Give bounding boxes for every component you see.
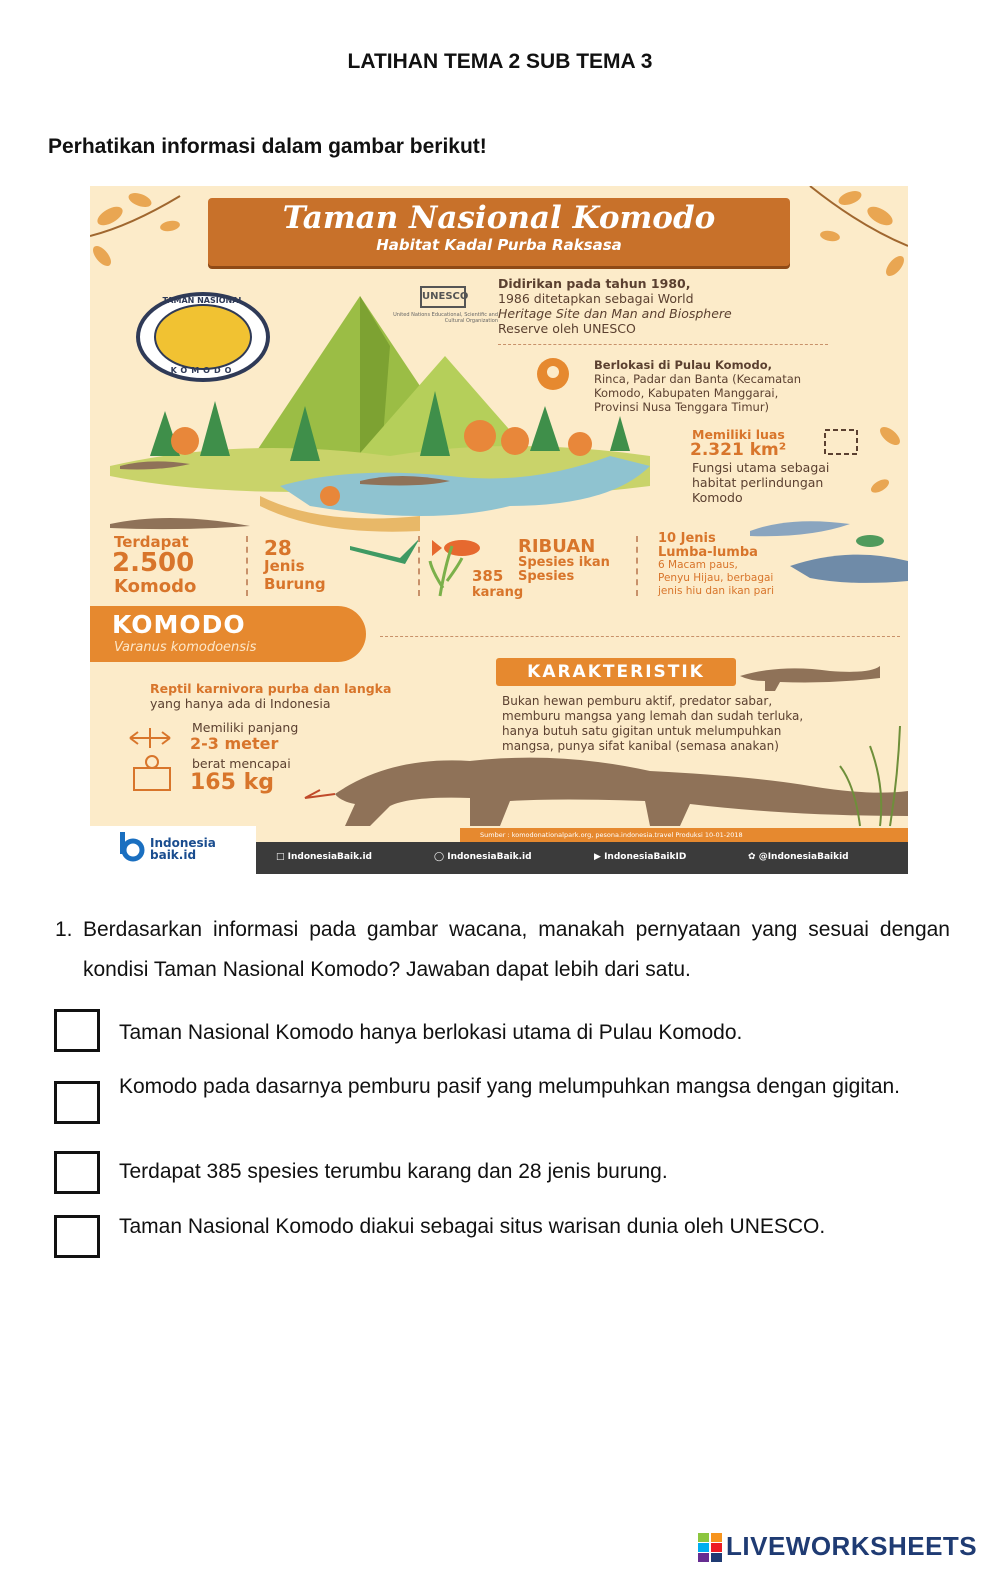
- brand-line-1: Indonesia: [150, 836, 216, 850]
- characteristics-line-4: mangsa, punya sifat kanibal (semasa anakan): [502, 739, 779, 753]
- option-2-text: Komodo pada dasarnya pemburu pasif yang melumpuhkan mangsa dengan gigitan.: [119, 1075, 901, 1098]
- stat-dolphin-line-3: jenis hiu dan ikan pari: [658, 585, 774, 597]
- unesco-caption: United Nations Educational, Scientific and Cultural Organization: [393, 312, 498, 324]
- stat-coral-label-1: Spesies: [518, 569, 575, 584]
- stat-komodo-value: 2.500: [112, 548, 195, 578]
- divider-komodo: [380, 636, 900, 637]
- source-text: Sumber : komodonationalpark.org, pesona.indonesia.travel Produksi 10-01-2018: [480, 831, 743, 839]
- brand-line-2: baik.id: [150, 848, 197, 862]
- instruction-text: Perhatikan informasi dalam gambar berikut!: [48, 135, 487, 158]
- social-youtube-label: IndonesiaBaikID: [604, 852, 687, 862]
- founded-line-4: Reserve oleh UNESCO: [498, 321, 636, 336]
- stat-dolphin-value: 10 Jenis: [658, 531, 716, 546]
- komodo-section-title: KOMODO: [112, 610, 246, 639]
- infographic-subtitle: Habitat Kadal Purba Raksasa: [376, 236, 622, 254]
- area-line-3: Komodo: [692, 490, 743, 505]
- characteristics-line-1: Bukan hewan pemburu aktif, predator sabar,: [502, 694, 773, 708]
- area-line-2: habitat perlindungan: [692, 475, 824, 490]
- location-line-3: Komodo, Kabupaten Manggarai,: [594, 386, 779, 400]
- brand-text: [150, 837, 216, 861]
- social-facebook-label: IndonesiaBaik.id: [287, 852, 372, 862]
- location-line-4: Provinsi Nusa Tenggara Timur): [594, 400, 770, 414]
- komodo-length-value: 2-3 meter: [190, 734, 279, 753]
- area-label: Memiliki luas: [692, 427, 785, 442]
- liveworksheets-brand: LIVEWORKSHEETS: [726, 1531, 978, 1561]
- divider-stat-3: [636, 536, 638, 596]
- park-seal-emblem: [154, 304, 252, 370]
- stat-komodo-unit: Komodo: [114, 576, 197, 597]
- seal-top-text: TAMAN NASIONAL: [162, 296, 244, 305]
- social-instagram-label: IndonesiaBaik.id: [447, 852, 532, 862]
- option-1-text: Taman Nasional Komodo hanya berlokasi utama di Pulau Komodo.: [119, 1021, 743, 1044]
- stat-fish-value: RIBUAN: [518, 536, 596, 557]
- stat-bird-label-2: Burung: [264, 575, 326, 593]
- komodo-weight-label: berat mencapai: [192, 756, 291, 771]
- founded-line-1: Didirikan pada tahun 1980,: [498, 276, 691, 291]
- stat-fish-label: Spesies ikan: [518, 555, 610, 570]
- option-4-checkbox[interactable]: [54, 1215, 100, 1258]
- social-twitter: ✿ @IndonesiaBaikid: [748, 852, 849, 862]
- social-facebook: □ IndonesiaBaik.id: [276, 852, 372, 862]
- divider-stat-2: [418, 536, 420, 596]
- stat-dolphin-line-1: 6 Macam paus,: [658, 559, 738, 571]
- question-number: 1.: [55, 918, 73, 941]
- area-value: 2.321 km²: [690, 440, 787, 460]
- liveworksheets-logo-icon: [698, 1533, 724, 1563]
- founded-line-3: Heritage Site dan Man and Biosphere: [498, 306, 732, 321]
- divider-stat-1: [246, 536, 248, 596]
- stat-dolphin-label: Lumba-lumba: [658, 545, 758, 560]
- stat-coral-value: 385: [472, 567, 504, 585]
- stat-coral-label-2: karang: [472, 585, 524, 600]
- komodo-length-label: Memiliki panjang: [192, 720, 299, 735]
- komodo-scientific-name: Varanus komodoensis: [114, 640, 257, 655]
- infographic-title: Taman Nasional Komodo: [282, 200, 716, 236]
- divider-founded: [498, 344, 828, 345]
- seal-bottom-text: KOMODO: [170, 366, 236, 375]
- stat-dolphin-line-2: Penyu Hijau, berbagai: [658, 572, 774, 584]
- location-line-2: Rinca, Padar dan Banta (Kecamatan: [594, 372, 802, 386]
- characteristics-line-2: memburu mangsa yang lemah dan sudah terluka,: [502, 709, 804, 723]
- option-4-text: Taman Nasional Komodo diakui sebagai situs warisan dunia oleh UNESCO.: [119, 1215, 826, 1238]
- characteristics-line-3: hanya butuh satu gigitan untuk melumpuhkan: [502, 724, 782, 738]
- option-3-text: Terdapat 385 spesies terumbu karang dan 28 jenis burung.: [119, 1160, 668, 1183]
- komodo-infographic: [90, 186, 908, 874]
- unesco-logo: UNESCO: [420, 286, 466, 308]
- social-twitter-label: @IndonesiaBaikid: [758, 852, 849, 862]
- social-youtube: ▶ IndonesiaBaikID: [594, 852, 687, 862]
- option-1-checkbox[interactable]: [54, 1009, 100, 1052]
- question-text: Berdasarkan informasi pada gambar wacana, manakah pernyataan yang sesuai dengan kondisi Taman Nasional Komodo? Jawaban dapat lebih dari satu.: [83, 918, 950, 981]
- social-instagram: ◯ IndonesiaBaik.id: [434, 852, 532, 862]
- komodo-desc-2: yang hanya ada di Indonesia: [150, 696, 331, 711]
- area-line-1: Fungsi utama sebagai: [692, 460, 830, 475]
- stat-bird-label-1: Jenis: [264, 557, 305, 575]
- option-2-checkbox[interactable]: [54, 1081, 100, 1124]
- characteristics-title: KARAKTERISTIK: [527, 662, 705, 682]
- komodo-desc-1: Reptil karnivora purba dan langka: [150, 681, 392, 696]
- komodo-weight-value: 165 kg: [190, 770, 274, 795]
- stat-komodo-label: Terdapat: [114, 533, 189, 551]
- indonesia-baik-logo-icon: [118, 830, 146, 862]
- location-line-1: Berlokasi di Pulau Komodo,: [594, 358, 772, 372]
- stat-bird-value: 28: [264, 536, 292, 560]
- founded-line-2: 1986 ditetapkan sebagai World: [498, 291, 694, 306]
- option-3-checkbox[interactable]: [54, 1151, 100, 1194]
- page-title: LATIHAN TEMA 2 SUB TEMA 3: [347, 50, 653, 73]
